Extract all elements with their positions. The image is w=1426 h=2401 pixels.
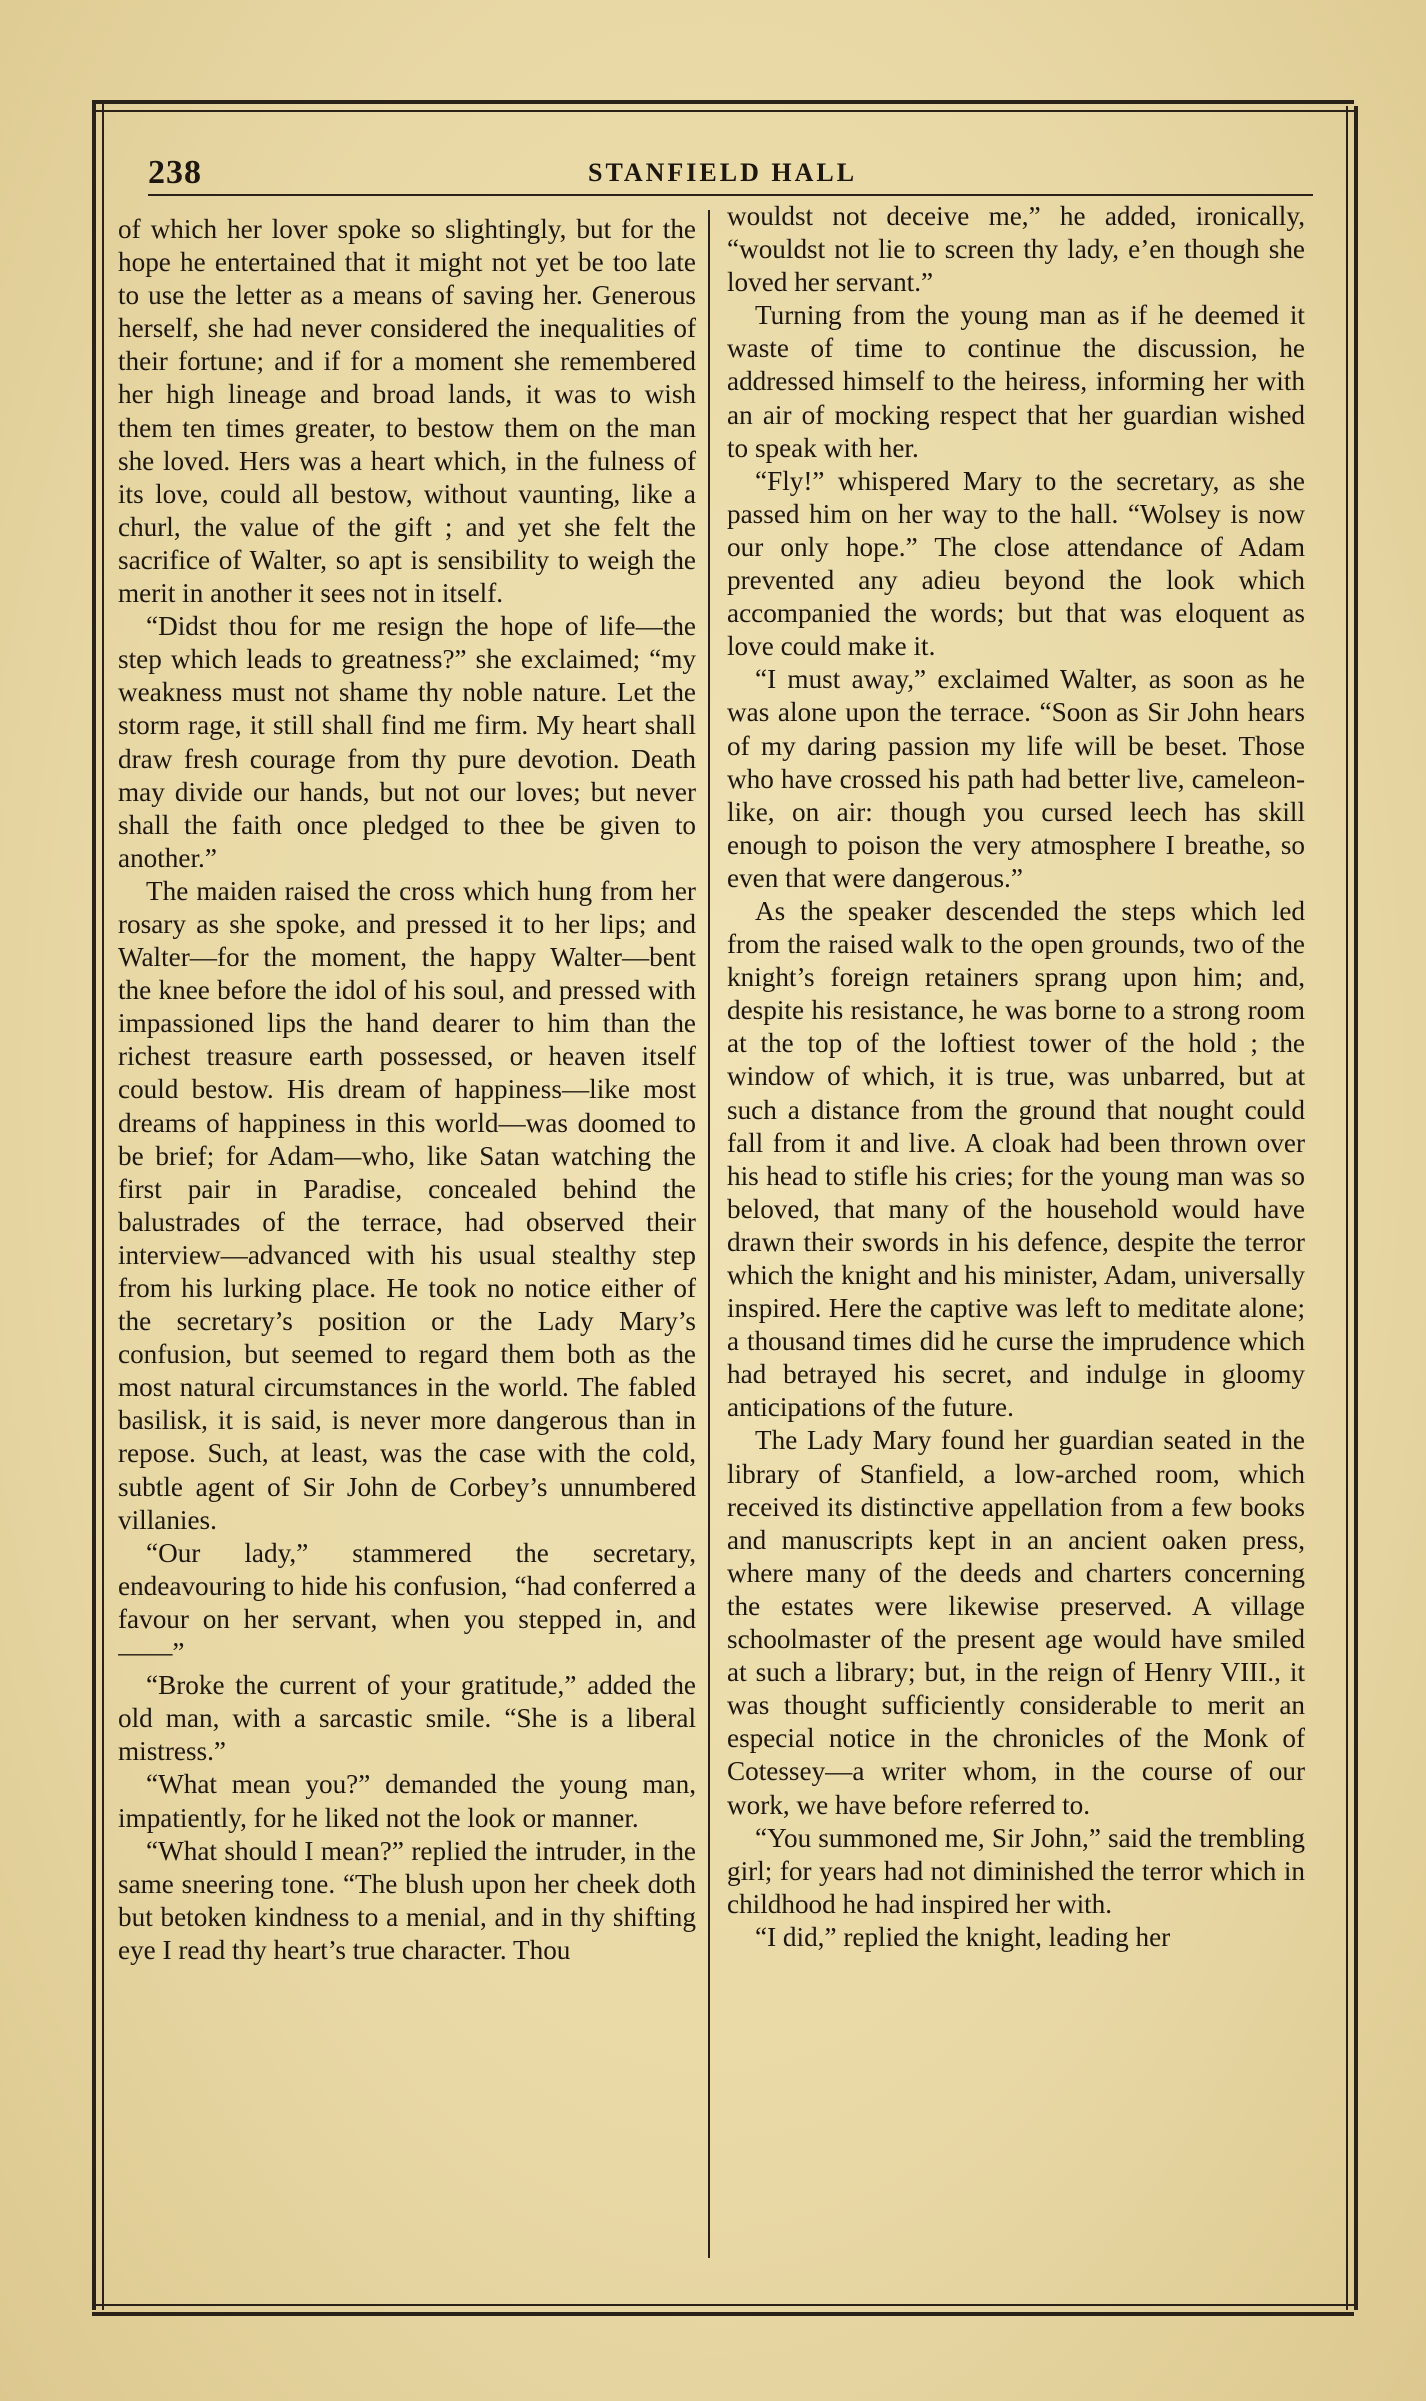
left-column bbox=[118, 213, 696, 2253]
paragraph: The maiden raised the cross which hung from her rosary as she spoke, and pressed it to her lips; and Walter—for the moment, the happy Walter—bent the knee before the idol of his soul, and pressed with impassioned lips the hand dearer to him than the richest treasure earth possessed, or heaven itself could bestow. His dream of happiness—like most dreams of happiness in this world—was doomed to be brief; for Adam—who, like Satan watching the first pair in Paradise, concealed behind the balustrades of the terrace, had observed their interview—advanced with his usual stealthy step from his lurking place. He took no notice either of the secretary’s position or the Lady Mary’s confusion, but seemed to regard them both as the most natural circumstances in the world. The fabled basilisk, it is said, is never more dangerous than in repose. Such, at least, was the case with the cold, subtle agent of Sir John de Corbey’s unnumbered villanies. bbox=[118, 875, 696, 1535]
paragraph: “I did,” replied the knight, leading her bbox=[755, 1921, 1171, 1952]
paragraph: The Lady Mary found her guardian seated in the library of Stanfield, a low-arched room, which received its distinctive appellation from a few books and manuscripts kept in an ancient oaken press, where many of the deeds and charters concerning the estates were likewise preserved. A village schoolmaster of the present age would have smiled at such a library; but, in the reign of Henry VIII., it was thought sufficiently considerable to merit an especial notice in the chronicles of the Monk of Cotessey—a writer whom, in the course of our work, we have before referred to. bbox=[727, 1425, 1305, 1820]
header-rule bbox=[148, 194, 1313, 196]
paragraph: “What mean you?” demanded the young man, impatiently, for he liked not the look or manner. bbox=[118, 1769, 696, 1833]
right-column bbox=[727, 200, 1305, 2240]
paragraph: As the speaker descended the steps which led from the raised walk to the open grounds, two of the knight’s foreign retainers sprang upon him; and, despite his resistance, he was borne to a strong room at the top of the loftiest tower of the hold ; the window of which, it is true, was unbarred, but at such a distance from the ground that nought could fall from it and live. A cloak had been thrown over his head to stifle his cries; for the young man was so beloved, that many of the household would have drawn their swords in his defence, despite the terror which the knight and his minister, Adam, universally inspired. Here the captive was left to meditate alone; a thousand times did he curse the imprudence which had betrayed his secret, and indulge in gloomy anticipations of the future. bbox=[727, 895, 1305, 1423]
paragraph: “Our lady,” stammered the secretary, endeavouring to hide his confusion, “had conferred a favour on her servant, when you stepped in, and——” bbox=[118, 1537, 696, 1668]
paragraph: “Broke the current of your gratitude,” added the old man, with a sarcastic smile. “She is a liberal mistress.” bbox=[118, 1670, 696, 1767]
paragraph: “You summoned me, Sir John,” said the trembling girl; for years had not diminished the terror which in childhood he had inspired her with. bbox=[727, 1822, 1305, 1919]
paragraph: of which her lover spoke so slightingly, but for the hope he entertained that it might not yet be too late to use the letter as a means of saving her. Generous herself, she had never considered the inequalities of their fortune; and if for a moment she remembered her high lineage and broad lands, it was to wish them ten times greater, to bestow them on the man she loved. Hers was a heart which, in the fulness of its love, could all bestow, without vaunting, like a churl, the value of the gift ; and yet she felt the sacrifice of Walter, so apt is sensibility to weigh the merit in another it sees not in itself. bbox=[118, 214, 696, 609]
paragraph: Turning from the young man as if he deemed it waste of time to continue the discussion, he addressed himself to the heiress, informing her with an air of mocking respect that her guardian wished to speak with her. bbox=[727, 300, 1305, 463]
paragraph: “What should I mean?” replied the intruder, in the same sneering tone. “The blush upon her cheek doth but betoken kindness to a menial, and in thy shifting eye I read thy heart’s true character. Thou bbox=[118, 1835, 696, 1965]
paragraph: wouldst not deceive me,” he added, ironically, “wouldst not lie to screen thy lady, e’en though she loved her servant.” bbox=[727, 201, 1305, 298]
page-border-right bbox=[1346, 106, 1358, 2310]
page-border-bottom bbox=[92, 2304, 1354, 2316]
paragraph: “Fly!” whispered Mary to the secretary, as she passed him on her way to the hall. “Wolsey is now our only hope.” The close attendance of Adam prevented any adieu beyond the look which accompanied the words; but that was eloquent as love could make it. bbox=[727, 465, 1305, 662]
page-number: 238 bbox=[148, 154, 202, 191]
running-title: STANFIELD HALL bbox=[588, 158, 858, 187]
page-header bbox=[148, 150, 1313, 194]
paragraph: “Didst thou for me resign the hope of life—the step which leads to greatness?” she exclaimed; “my weakness must not shame thy noble nature. Let the storm rage, it still shall find me firm. My heart shall draw fresh courage from thy pure devotion. Death may divide our hands, but not our loves; but never shall the faith once pledged to thee be given to another.” bbox=[118, 611, 696, 873]
page-border-left bbox=[92, 100, 104, 2310]
paragraph: “I must away,” exclaimed Walter, as soon as he was alone upon the terrace. “Soon as Sir John hears of my daring passion my life will be beset. Those who have crossed his path had better live, cameleon-like, on air: though you cursed leech has skill enough to poison the very atmosphere I breathe, so even that were dangerous.” bbox=[727, 664, 1305, 893]
page-border-top bbox=[92, 100, 1354, 112]
column-divider bbox=[708, 210, 710, 2258]
